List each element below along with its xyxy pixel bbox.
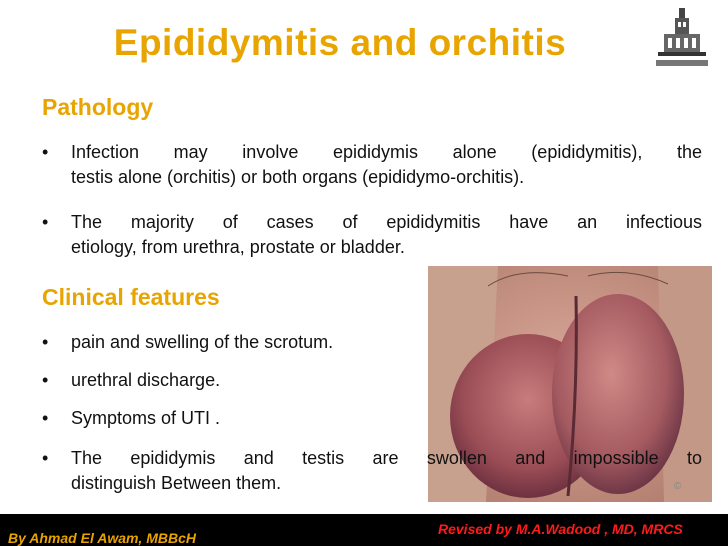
clinical-bullet-3 — [42, 406, 442, 431]
university-logo-icon — [650, 6, 714, 72]
bullet-line: urethral discharge. — [71, 370, 221, 390]
bullet-line: distinguish Between them. — [71, 473, 282, 493]
pathology-bullet-1 — [42, 140, 702, 190]
bullet-dot: • — [42, 332, 49, 352]
bullet-line: The epididymis and testis are swollen and impossible to — [71, 448, 702, 468]
pathology-heading: Pathology — [42, 94, 154, 120]
bullet-line: pain and swelling of the scrotum. — [71, 332, 334, 352]
clinical-bullet-1 — [42, 330, 442, 355]
bullet-dot: • — [42, 408, 49, 428]
pathology-bullet-2 — [42, 210, 702, 260]
bullet-dot: • — [42, 212, 49, 232]
clinical-heading: Clinical features — [42, 284, 220, 310]
bullet-dot: • — [42, 370, 49, 390]
clinical-bullet-2 — [42, 368, 442, 393]
reviser-credit: Revised by M.A.Wadood , MD, MRCS — [438, 521, 683, 537]
bullet-line: etiology, from urethra, prostate or bladder. — [71, 237, 405, 257]
bullet-dot: • — [42, 448, 49, 468]
slide-title: Epididymitis and orchitis — [113, 22, 567, 63]
author-credit: By Ahmad El Awam, MBBcH — [8, 530, 196, 546]
bullet-line: testis alone (orchitis) or both organs (epididymo-orchitis). — [71, 167, 525, 187]
bullet-line: The majority of cases of epididymitis have an infectious — [71, 212, 702, 232]
copyright-mark: © — [674, 481, 682, 492]
bullet-dot: • — [42, 142, 49, 162]
bullet-line: Infection may involve epididymis alone (epididymitis), the — [71, 142, 702, 162]
clinical-bullet-4 — [42, 446, 702, 496]
bullet-line: Symptoms of UTI . — [71, 408, 221, 428]
